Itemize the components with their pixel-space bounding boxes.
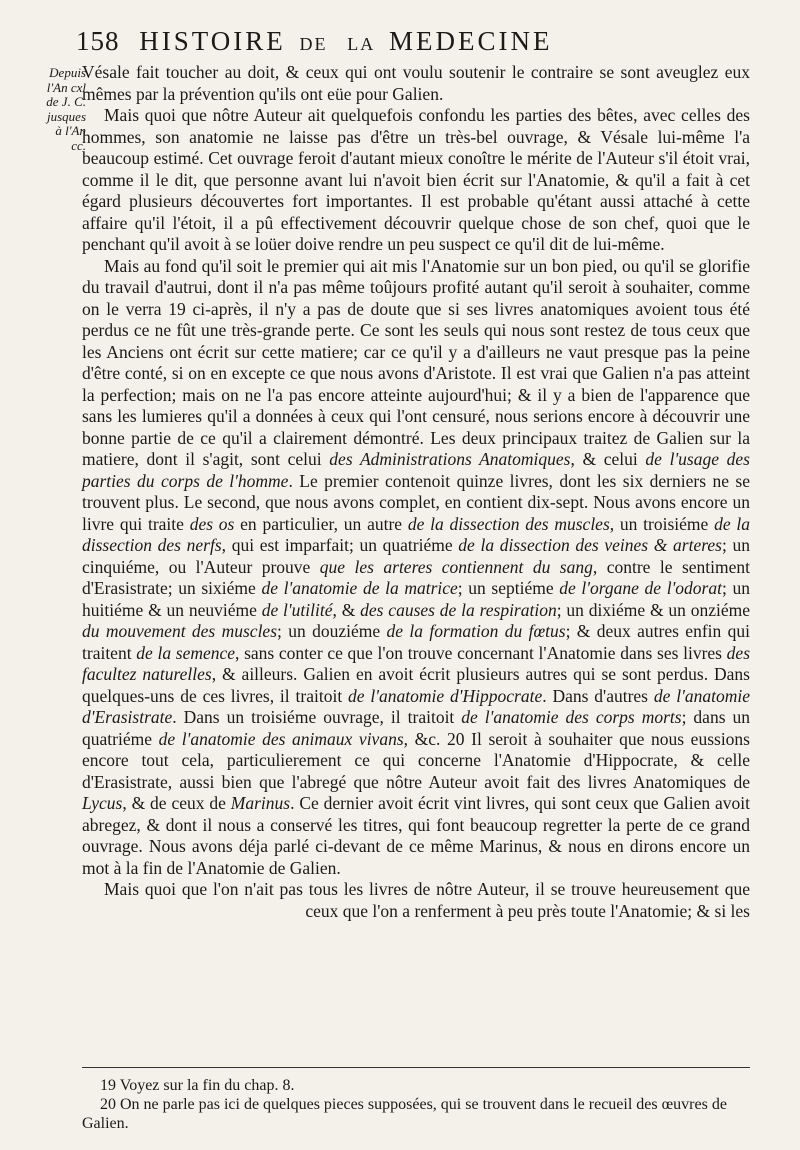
footnote-20: 20 On ne parle pas ici de quelques pieces supposées, qui se trouvent dans le recueil des œuvres de Galien. <box>82 1096 727 1132</box>
italic-title: de l'organe de l'odorat <box>559 578 722 598</box>
paragraph-3 <box>82 256 750 880</box>
text-run: , contre le sentiment d'Erasistrate; un sixiéme <box>82 556 750 598</box>
running-header <box>76 26 716 57</box>
italic-title: de la formation du fœtus <box>386 621 566 641</box>
header-title-de: DE <box>299 34 328 54</box>
text-run: , & de ceux de <box>122 793 231 813</box>
italic-title: de l'usage des parties du corps de l'homme <box>82 449 750 491</box>
italic-title: des os <box>189 513 235 534</box>
text-run: , &c. 20 Il seroit à souhaiter que nous eussions encore tout cela, particulierement ce qui concerne l'Anatomie d'Hippocrate, & celle d'Erasistrate, aussi bien que l'abregé que nôtre Auteur avoit fait des livres Anatomiques de <box>82 728 750 792</box>
header-title-word-2: MEDECINE <box>389 26 553 56</box>
text-run: , sans conter ce que l'on trouve concernant l'Anatomie dans ses livres <box>235 642 727 663</box>
italic-title: de l'anatomie de la matrice <box>261 578 458 598</box>
margin-note-line: à l'An <box>55 123 86 138</box>
footnote-rule <box>82 1067 750 1068</box>
body-text <box>82 62 750 922</box>
italic-title: de la dissection des veines & arteres <box>458 535 722 555</box>
text-run: , un troisiéme <box>609 513 715 534</box>
paragraph-4: Mais quoi que l'on n'ait pas tous les livres de nôtre Auteur, il se trouve heureusement que ceux que l'on a renferment à peu près toute l'Anatomie; & si les <box>104 879 750 921</box>
text-run: ; un huitiéme & un neuviéme <box>82 578 750 620</box>
italic-title: de l'anatomie des animaux vivans <box>158 728 404 749</box>
paragraph-1: Vésale fait toucher au doit, & ceux qui ont voulu soutenir le contraire se sont aveuglez eux mêmes par la prévention qu'ils ont eüe pour Galien. <box>82 62 750 104</box>
text-run: , & <box>332 599 361 620</box>
margin-note-line: jusques <box>47 108 86 124</box>
text-run: ; un dixiéme & un onziéme <box>556 599 750 620</box>
page-number: 158 <box>76 26 120 56</box>
text-run: ; un cinquiéme, ou l'Auteur prouve <box>82 535 750 577</box>
text-run: ; un douziéme <box>277 621 387 641</box>
margin-note-line: de J. C. <box>46 94 86 109</box>
text-run: . Ce dernier avoit écrit vint livres, qui sont ceux que Galien avoit abregez, & dont il nous a conservé les titres, qui font beaucoup regretter la perte de ce grand ouvrage. Nous avons déja parlé ci-devant de ce même Marinus, & nous en dirons encore un mot à la fin de l'Anatomie de Galien. <box>82 793 750 878</box>
text-run: ; & deux autres enfin qui traitent <box>82 621 750 663</box>
text-run: Mais au fond qu'il soit le premier qui ait mis l'Anatomie sur un bon pied, ou qu'il se glorifie du travail d'autrui, dont il n'a pas même toûjours profité autant qu'il seroit à souhaiter, comme on le verra 19 ci-après, il n'y a pas de doute que si ses livres anatomiques avoient tous été perdus ce ne fût une très-grande perte. Ce sont les seuls qui nous sont restez de tous ceux que les Anciens ont écrit sur cette matiere; car ce qu'il y a d'ailleurs ne vaut presque pas la peine d'être conté, si on en excepte ce que nous avons d'Aristote. Il est vrai que Galien n'a pas atteint la perfection; mais on ne l'a pas encore atteinte aujourd'hui; & il y a bien de l'apparence que sans les lumieres qu'il a données à ceux qui l'ont censuré, nous serions encore à découvrir une bonne partie de ce qu'il a clairement démontré. Les deux principaux traitez de Galien sur la matiere, dont il s'agit, sont celui <box>82 255 750 469</box>
margin-note <box>18 66 86 153</box>
italic-title: de l'utilité <box>261 599 333 620</box>
paragraph-2: Mais quoi que nôtre Auteur ait quelquefois confondu les parties des bêtes, avec celles des hommes, son anatomie ne laisse pas d'être un très-bel ouvrage, & Vésale lui-même l'a beaucoup estimé. Cet ouvrage feroit d'autant mieux conoître le mérite de l'Auteur s'il étoit vrai, comme il le dit, que personne avant lui n'avoit bien écrit sur l'Anatomie, & qu'il a fait à cet égard plusieurs découvertes fort importantes. Il est probable qu'étant aussi attaché à cette affaire qu'il l'étoit, il a pû effectivement découvrir quelque chose de son chef, quoi que le penchant qu'il avoit à se loüer doive rendre un peu suspect ce qu'il dit de lui-même. <box>82 105 750 254</box>
italic-title: du mouvement des muscles <box>82 621 278 641</box>
text-run: . Dans d'autres <box>542 685 654 706</box>
text-run: ; dans un quatriéme <box>82 707 750 749</box>
text-run: en particulier, un autre <box>234 513 408 534</box>
footnotes <box>82 1076 750 1133</box>
italic-title: des facultez naturelles <box>82 642 750 684</box>
text-run: , qui est imparfait; un quatriéme <box>221 535 459 555</box>
text-run: , & celui <box>570 449 646 469</box>
text-run: . Le premier contenoit quinze livres, dont les six derniers ne se trouvent plus. Le second, que nous avons complet, en contient dix-sept. Nous avons encore un livre qui traite <box>82 470 750 534</box>
text-run: . Dans un troisiéme ouvrage, il traitoit <box>172 707 462 727</box>
italic-title: que les arteres contiennent du sang <box>319 556 593 577</box>
italic-title: des causes de la respiration <box>360 599 557 620</box>
margin-note-line: Depuis <box>49 65 86 80</box>
margin-note-line: l'An cxl <box>46 79 86 95</box>
italic-title: de la dissection des muscles <box>407 513 610 534</box>
margin-note-line: cc. <box>71 137 86 153</box>
italic-title: des Administrations Anatomiques <box>329 449 571 469</box>
header-title-word-1: HISTOIRE <box>139 26 286 56</box>
italic-title: de la semence <box>136 642 236 663</box>
text-run: ; un septiéme <box>457 578 560 598</box>
italic-title: de la dissection des nerfs <box>82 513 750 555</box>
italic-name: Lycus <box>82 793 123 813</box>
italic-title: de l'anatomie des corps morts <box>461 707 682 727</box>
header-title-la: LA <box>347 34 376 54</box>
italic-title: de l'anatomie d'Erasistrate <box>82 685 750 727</box>
footnote-19: 19 Voyez sur la fin du chap. 8. <box>100 1077 295 1094</box>
italic-title: de l'anatomie d'Hippocrate <box>348 685 543 706</box>
italic-name: Marinus <box>230 793 291 813</box>
text-run: , & ailleurs. Galien en avoit écrit plusieurs autres qui se sont perdus. Dans quelques-uns de ces livres, il traitoit <box>82 664 750 706</box>
